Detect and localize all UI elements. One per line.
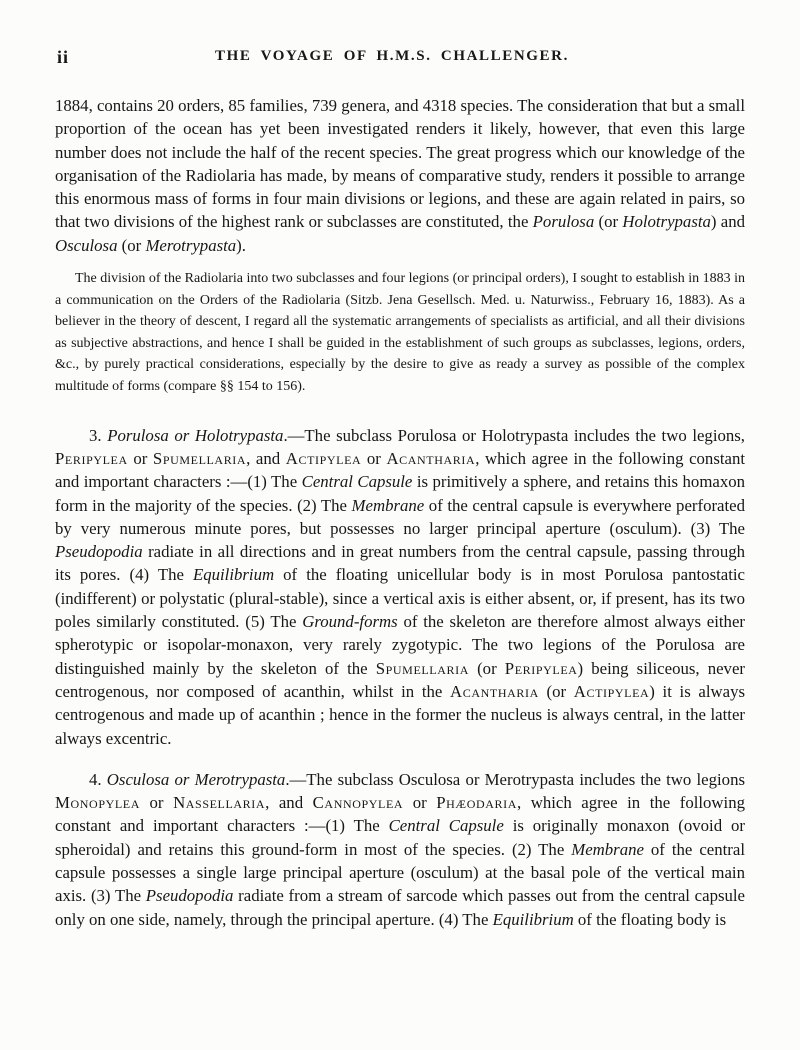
italic-term: Merotrypasta [145, 235, 237, 255]
smallcaps-taxon: Actipylea [285, 448, 362, 468]
page-body [55, 94, 745, 931]
italic-term: Central Capsule [301, 472, 413, 492]
italic-term: Pseudopodia [55, 542, 143, 562]
page-number: ii [57, 47, 70, 67]
smallcaps-taxon: Cannopylea [312, 793, 404, 813]
smallcaps-taxon: Peripylea [55, 448, 128, 468]
paragraph-intro: 1884, contains 20 orders, 85 families, 739 genera, and 4318 species. The consideration that but a small proportion of the ocean has yet been investigated renders it likely, however, that even this large number does not include the half of the recent species. The great progress which our knowledge of the organisation of the Radiolaria has made, by means of comparative study, renders it possible to arrange this enormous mass of forms in four main divisions or legions, and these are again related in pairs, so that two divisions of the highest rank or subclasses are constituted, the Porulosa (or Holotrypasta) and Osculosa (or Merotrypasta). [55, 96, 745, 255]
smallcaps-taxon: Acantharia [450, 681, 539, 701]
smallcaps-taxon: Phæodaria [436, 793, 517, 813]
italic-term: Pseudopodia [145, 886, 234, 906]
paragraph-section-3-porulosa: 3. Porulosa or Holotrypasta.—The subclass Porulosa or Holotrypasta includes the two legions, Peripylea or Spumellaria, and Actipylea or Acantharia, which agree in the following constant and important characters :—(1) The Central Capsule is primitively a sphere, and retains this homaxon form in the majority of the species. (2) The Membrane of the central capsule is everywhere perforated by very numerous minute pores, but possesses no larger principal aperture (osculum). (3) The Pseudopodia radiate in all directions and in great numbers from the central capsule, passing through its pores. (4) The Equilibrium of the floating unicellular body is in most Porulosa pantostatic (indifferent) or polystatic (plural-stable), since a vertical axis is either absent, or, if present, has its two poles similarly constituted. (5) The Ground-forms of the skeleton are therefore almost always either spherotypic or isopolar-monaxon, very rarely zygotypic. The two legions of the Porulosa are distinguished mainly by the skeleton of the Spumellaria (or Peripylea) being siliceous, never centrogenous, nor composed of acanthin, whilst in the Acantharia (or Actipylea) it is always centrogenous and made up of acanthin ; hence in the former the nucleus is always central, in the latter always excentric. [55, 425, 746, 748]
running-title: THE VOYAGE OF H.M.S. CHALLENGER. [215, 48, 569, 64]
italic-term: Porulosa or Holotrypasta [107, 425, 284, 445]
paragraph-section-4-osculosa: 4. Osculosa or Merotrypasta.—The subclass Osculosa or Merotrypasta includes the two legions Monopylea or Nassellaria, and Cannopylea or Phæodaria, which agree in the following constant and important characters :—(1) The Central Capsule is originally monaxon (ovoid or spheroidal) and retains this ground-form in most of the species. (2) The Membrane of the central capsule possesses a single large principal aperture (osculum) at the basal pole of the vertical main axis. (3) The Pseudopodia radiate from a stream of sarcode which passes out from the central capsule only on one side, namely, through the principal aperture. (4) The Equilibrium of the floating body is [55, 769, 746, 929]
page-header [55, 47, 745, 67]
italic-term: Equilibrium [192, 565, 275, 585]
italic-term: Osculosa or Merotrypasta [106, 769, 286, 789]
smallcaps-taxon: Spumellaria [375, 658, 469, 678]
smallcaps-taxon: Spumellaria [152, 448, 247, 468]
italic-term: Equilibrium [492, 909, 574, 929]
italic-term: Central Capsule [388, 816, 504, 836]
smallcaps-taxon: Acantharia [386, 448, 476, 468]
italic-term: Ground-forms [302, 612, 398, 632]
italic-term: Membrane [351, 495, 425, 515]
italic-term: Membrane [571, 839, 644, 859]
italic-term: Porulosa [532, 212, 595, 232]
italic-term: Holotrypasta [622, 212, 711, 232]
smallcaps-taxon: Nassellaria [173, 793, 266, 813]
smallcaps-taxon: Actipylea [573, 681, 650, 701]
italic-term: Osculosa [55, 235, 118, 255]
paragraph-small-print-note: The division of the Radiolaria into two subclasses and four legions (or principal orders), I sought to establish in 1883 in a communication on the Orders of the Radiolaria (Sitzb. Jena Gesellsch. Med. u. Naturwiss., February 16, 1883). As a believer in the theory of descent, I regard all the systematic arrangements of specialists as artificial, and all their divisions as subjective abstractions, and hence I shall be guided in the establishment of such groups as subclasses, legions, orders, &c., by purely practical considerations, especially by the desire to give as ready a survey as possible of the complex multitude of forms (compare §§ 154 to 156). [55, 271, 745, 395]
smallcaps-taxon: Peripylea [504, 658, 578, 678]
smallcaps-taxon: Monopylea [55, 793, 140, 813]
